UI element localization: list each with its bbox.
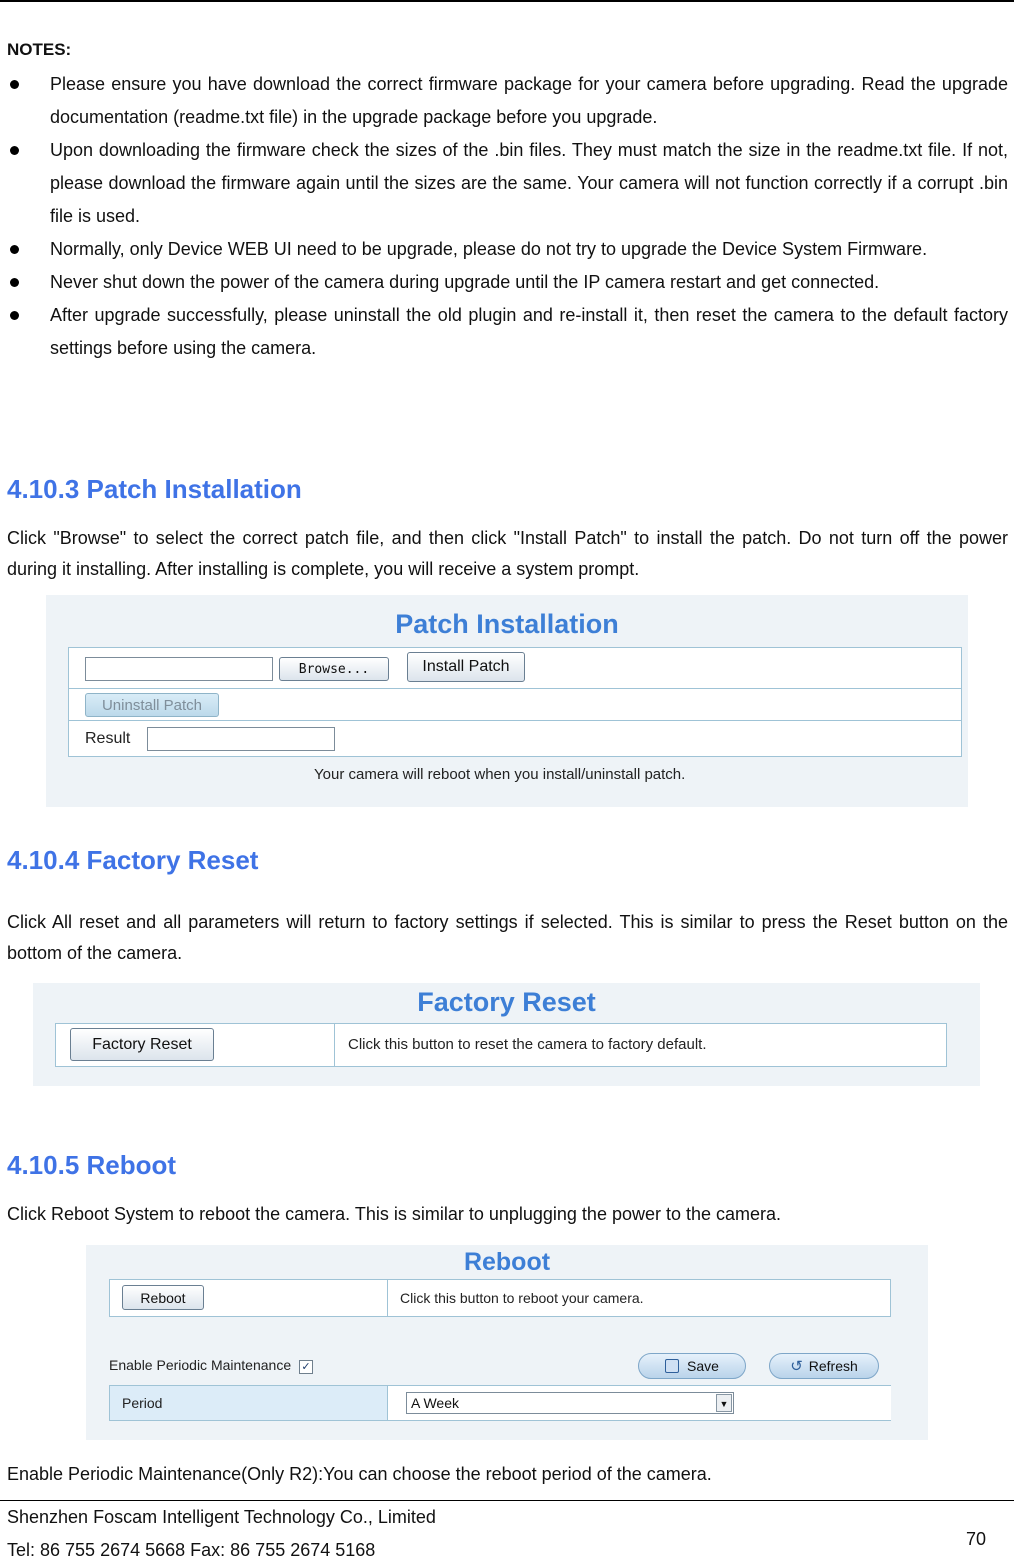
periodic-maintenance-caption: Enable Periodic Maintenance(Only R2):You can choose the reboot period of the camera. — [7, 1464, 712, 1484]
periodic-maintenance-label: Enable Periodic Maintenance — [109, 1357, 292, 1373]
refresh-label: Refresh — [808, 1358, 858, 1374]
bullet-icon — [10, 80, 19, 89]
bullet-icon — [10, 245, 19, 254]
bullet-icon — [10, 311, 19, 320]
uninstall-patch-button[interactable]: Uninstall Patch — [85, 693, 219, 717]
reboot-hint: Click this button to reboot your camera. — [400, 1290, 644, 1306]
patch-description: Click "Browse" to select the correct patch file, and then click "Install Patch" to install the patch. Do not turn off the power during it installing. After installing is complete, you will receive a system prompt. — [7, 528, 1008, 579]
browse-button[interactable]: Browse... — [279, 657, 389, 681]
period-selected-value: A Week — [411, 1395, 459, 1411]
chevron-down-icon[interactable]: ▼ — [716, 1394, 732, 1412]
patch-table — [68, 647, 962, 757]
refresh-button[interactable] — [769, 1353, 879, 1379]
patch-installation-panel — [46, 595, 968, 807]
reboot-table — [109, 1279, 891, 1317]
note-item: Never shut down the power of the camera during upgrade until the IP camera restart and get connected. — [0, 266, 1014, 299]
factory-table — [55, 1023, 947, 1067]
column-divider — [334, 1024, 335, 1066]
factory-reset-panel — [33, 983, 980, 1086]
refresh-icon: ↺ — [790, 1358, 803, 1375]
period-label: Period — [122, 1395, 163, 1411]
reboot-description: Click Reboot System to reboot the camera. This is similar to unplugging the power to the camera. — [7, 1204, 782, 1224]
reboot-panel — [86, 1245, 928, 1440]
save-label: Save — [687, 1358, 719, 1374]
bullet-icon — [10, 278, 19, 287]
column-divider — [387, 1280, 388, 1316]
factory-reset-hint: Click this button to reset the camera to factory default. — [348, 1036, 707, 1053]
note-item: After upgrade successfully, please uninstall the old plugin and re-install it, then reset the camera to the default factory settings before using the camera. — [0, 299, 1014, 365]
page-number: 70 — [966, 1529, 987, 1549]
top-rule — [0, 0, 1014, 2]
result-field — [147, 727, 335, 751]
uninstall-row — [69, 688, 961, 721]
period-select[interactable] — [406, 1392, 734, 1414]
periodic-maintenance-checkbox[interactable]: ✓ — [299, 1360, 313, 1374]
bullet-icon — [10, 146, 19, 155]
period-table — [109, 1385, 891, 1421]
reboot-button[interactable]: Reboot — [122, 1285, 204, 1310]
panel-title: Patch Installation — [395, 609, 619, 639]
notes-list — [0, 68, 1014, 365]
factory-description: Click All reset and all parameters will return to factory settings if selected. This is similar to press the Reset button on the bottom of the camera. — [7, 912, 1008, 963]
factory-reset-button[interactable]: Factory Reset — [70, 1028, 214, 1061]
footer-rule — [0, 1500, 1014, 1501]
note-item: Normally, only Device WEB UI need to be upgrade, please do not try to upgrade the Device System Firmware. — [0, 233, 1014, 266]
note-item: Upon downloading the firmware check the sizes of the .bin files. They must match the size in the readme.txt file. If not, please download the firmware again until the sizes are the same. Your camera will not function correctly if a corrupt .bin file is used. — [0, 134, 1014, 233]
footer-company: Shenzhen Foscam Intelligent Technology Co., Limited — [7, 1507, 436, 1527]
reboot-warning: Your camera will reboot when you install/uninstall patch. — [314, 766, 686, 783]
save-icon — [665, 1359, 679, 1373]
panel-title: Factory Reset — [417, 987, 596, 1017]
reboot-heading: 4.10.5 Reboot — [7, 1150, 177, 1180]
notes-title: NOTES: — [7, 40, 72, 59]
footer-contact: Tel: 86 755 2674 5668 Fax: 86 755 2674 5168 — [7, 1540, 376, 1560]
patch-heading: 4.10.3 Patch Installation — [7, 474, 302, 504]
result-label: Result — [85, 730, 131, 747]
patch-file-input[interactable] — [85, 657, 273, 681]
factory-heading: 4.10.4 Factory Reset — [7, 845, 259, 875]
panel-title: Reboot — [463, 1248, 551, 1276]
patch-file-row — [69, 648, 961, 688]
save-button[interactable] — [638, 1353, 746, 1379]
result-row — [69, 720, 961, 757]
install-patch-button[interactable]: Install Patch — [407, 652, 525, 682]
note-item: Please ensure you have download the correct firmware package for your camera before upgrading. Read the upgrade documentation (readme.txt file) in the upgrade package before you upgrade. — [0, 68, 1014, 134]
